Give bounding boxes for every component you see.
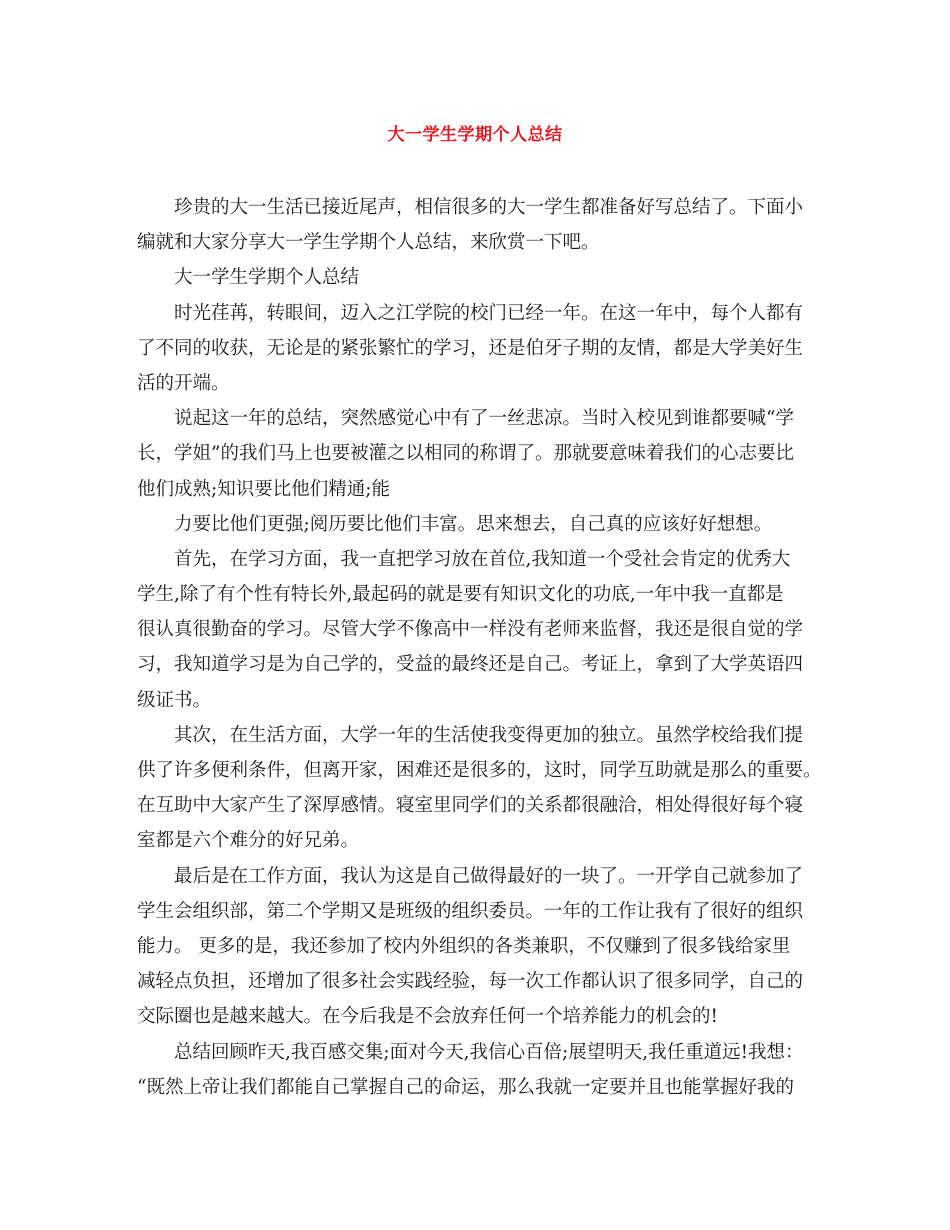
text-line: 室都是六个难分的好兄弟。 <box>137 830 360 852</box>
text-line: 活的开端。 <box>137 372 230 394</box>
document-body <box>137 190 827 1105</box>
text-line: 最后是在工作方面，我认为这是自己做得最好的一块了。一开学自己就参加了 <box>174 865 804 887</box>
text-line: 能力。 更多的是，我还参加了校内外组织的各类兼职，不仅赚到了很多钱给家里 <box>137 935 791 957</box>
document-title: 大一学生学期个人总结 <box>387 125 563 145</box>
text-line: 说起这一年的总结，突然感觉心中有了一丝悲凉。当时入校见到谁都要喊“学 <box>174 408 794 430</box>
text-line: 力要比他们更强;阅历要比他们丰富。思来想去，自己真的应该好好想想。 <box>174 513 773 535</box>
text-line: 学生会组织部，第二个学期又是班级的组织委员。一年的工作让我有了很好的组织 <box>137 900 804 922</box>
text-line: 学生,除了有个性有特长外,最起码的就是要有知识文化的功底,一年中我一直都是 <box>137 584 784 606</box>
text-line: 减轻点负担，还增加了很多社会实践经验，每一次工作都认识了很多同学，自己的 <box>137 971 804 993</box>
text-line: 很认真很勤奋的学习。尽管大学不像高中一样没有老师来监督，我还是很自觉的学 <box>137 619 804 641</box>
text-line: “既然上帝让我们都能自己掌握自己的命运，那么我就一定要并且也能掌握好我的 <box>137 1076 794 1098</box>
text-line: 大一学生学期个人总结 <box>174 267 360 289</box>
text-line: 习，我知道学习是为自己学的，受益的最终还是自己。考证上，拿到了大学英语四 <box>137 654 804 676</box>
text-line: 供了许多便利条件，但离开家，困难还是很多的，这时，同学互助就是那么的重要。 <box>137 760 822 781</box>
text-line: 其次，在生活方面，大学一年的生活使我变得更加的独立。虽然学校给我们提 <box>174 724 804 746</box>
text-line: 交际圈也是越来越大。在今后我是不会放弃任何一个培养能力的机会的! <box>137 1006 718 1028</box>
text-line: 珍贵的大一生活已接近尾声，相信很多的大一学生都准备好写总结了。下面小 <box>174 197 804 218</box>
text-line: 首先，在学习方面，我一直把学习放在首位,我知道一个受社会肯定的优秀大 <box>174 548 791 570</box>
text-line: 编就和大家分享大一学生学期个人总结，来欣赏一下吧。 <box>137 232 600 254</box>
text-line: 了不同的收获，无论是的紧张繁忙的学习，还是伯牙子期的友情，都是大学美好生 <box>137 337 804 359</box>
text-line: 在互助中大家产生了深厚感情。寝室里同学们的关系都很融洽，相处得很好每个寝 <box>137 795 804 817</box>
text-line: 时光荏苒，转眼间，迈入之江学院的校门已经一年。在这一年中，每个人都有 <box>174 302 804 324</box>
text-line: 他们成熟;知识要比他们精通;能 <box>137 478 390 500</box>
text-line: 总结回顾昨天,我百感交集;面对今天,我信心百倍;展望明天,我任重道远!我想： <box>174 1041 804 1063</box>
text-line: 级证书。 <box>137 689 212 711</box>
text-line: 长，学姐”的我们马上也要被灌之以相同的称谓了。那就要意味着我们的心志要比 <box>137 443 794 465</box>
